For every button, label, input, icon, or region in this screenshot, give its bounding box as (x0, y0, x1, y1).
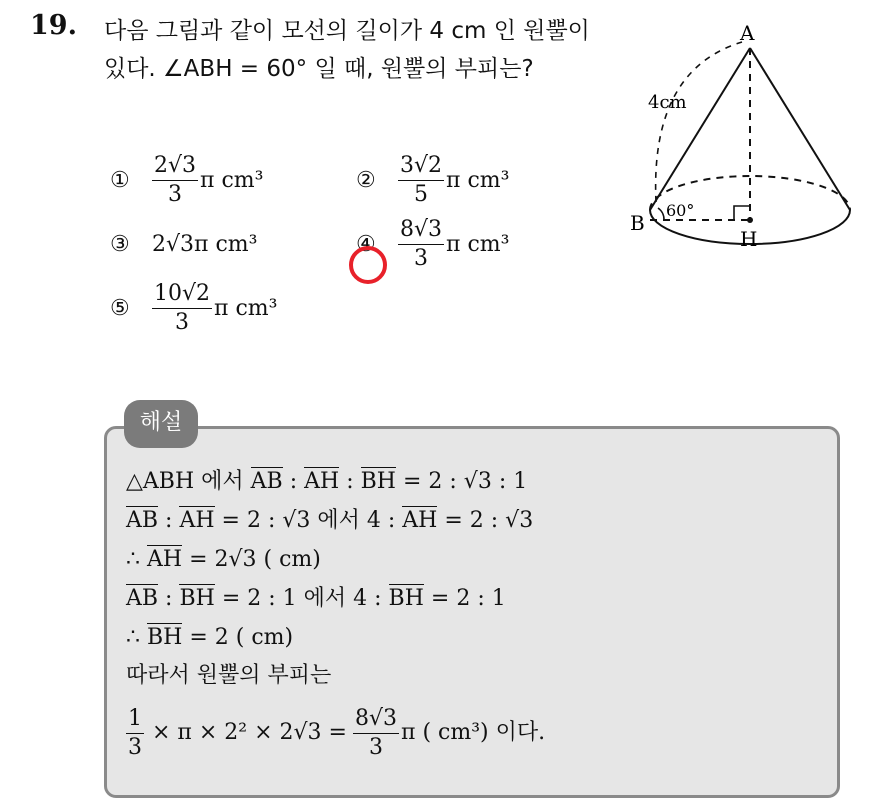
sol-l1-ab: AB (250, 469, 283, 494)
choice-2-denominator: 5 (414, 181, 428, 207)
choice-5-unit: π cm³ (214, 295, 278, 321)
sol-l2-ab: AB (126, 508, 159, 533)
sol-l7-frac-1-den: 3 (128, 734, 142, 760)
cone-slant-left (650, 48, 750, 210)
selected-answer-circle (349, 246, 387, 284)
choice-4-fraction (398, 216, 444, 273)
solution-line-2: AB : AH = 2 : √3 에서 4 : AH = 2 : √3 (126, 508, 534, 533)
sol-l7-frac-1 (126, 705, 144, 762)
cone-figure (610, 10, 870, 270)
sol-l1-prefix: △ABH 에서 (126, 469, 244, 494)
choice-4[interactable] (356, 212, 509, 276)
choice-3-expression: 2√3π cm³ (152, 231, 258, 257)
label-b: B (630, 211, 645, 235)
solution-line-7 (126, 700, 545, 766)
choice-3-number: ③ (110, 231, 130, 257)
sol-l7-frac-2 (353, 705, 399, 762)
choice-5-fraction (152, 280, 212, 337)
choice-1-number: ① (110, 167, 130, 193)
point-h (747, 217, 753, 223)
sol-l3-ah: AH (147, 547, 183, 572)
sol-l7-frac-2-den: 3 (368, 734, 383, 760)
solution-line-5 (126, 620, 293, 656)
choice-2-fraction (398, 152, 444, 209)
label-h: H (740, 227, 758, 251)
choice-4-numerator: 8√3 (398, 216, 444, 245)
sol-l4-mid: = 2 : 1 에서 4 : (221, 586, 382, 611)
choice-2-number: ② (356, 167, 376, 193)
choice-5-denominator: 3 (175, 309, 189, 335)
question-text: 다음 그림과 같이 모선의 길이가 4 cm 인 원뿔이 있다. ∠ABH = 60° 일 때, 원뿔의 부피는? (104, 18, 590, 82)
solution-line-4: AB : BH = 2 : 1 에서 4 : BH = 2 : 1 (126, 586, 506, 611)
choice-4-number (356, 232, 398, 257)
sol-l4-bh2: BH (388, 586, 424, 611)
sol-l7-frac-2-num: 8√3 (353, 705, 399, 734)
sol-l1-bh: BH (360, 469, 396, 494)
sol-l2-ah2: AH (402, 508, 438, 533)
choice-1[interactable] (110, 148, 263, 212)
choice-1-numerator: 2√3 (152, 152, 198, 181)
sol-l2-ah: AH (179, 508, 215, 533)
choice-4-number-text: ④ (356, 231, 376, 257)
sol-l2-end: = 2 : √3 (444, 508, 534, 533)
choice-2[interactable] (356, 148, 509, 212)
sol-l3-end: = 2√3 ( cm) (189, 547, 321, 572)
solution-line-1: △ABH 에서 AB : AH : BH = 2 : √3 : 1 (126, 469, 528, 494)
choice-1-denominator: 3 (168, 181, 182, 207)
choice-4-denominator: 3 (414, 245, 428, 271)
label-angle: 60° (666, 201, 695, 220)
sol-l7-end: π ( cm³) 이다. (401, 720, 546, 745)
question-number: 19. (30, 10, 77, 41)
solution-line-3 (126, 542, 321, 578)
label-a: A (740, 21, 755, 45)
choice-5[interactable] (110, 276, 277, 340)
sol-l4-end: = 2 : 1 (430, 586, 506, 611)
choice-2-unit: π cm³ (446, 167, 510, 193)
choice-1-fraction (152, 152, 198, 209)
angle-arc (658, 208, 664, 220)
sol-l4-bh: BH (179, 586, 215, 611)
sol-l5-therefore: ∴ (126, 625, 140, 650)
sol-l3-therefore: ∴ (126, 547, 140, 572)
sol-l5-end: = 2 ( cm) (189, 625, 294, 650)
right-angle-mark (734, 206, 750, 220)
label-slant-length: 4cm (648, 92, 687, 113)
sol-l1-ah: AH (304, 469, 340, 494)
solution-line-6: 따라서 원뿔의 부피는 (126, 663, 332, 688)
choice-5-number: ⑤ (110, 295, 130, 321)
sol-l7-frac-1-num: 1 (126, 705, 144, 734)
sol-l7-mid: × π × 2² × 2√3 = (152, 720, 347, 745)
choice-3[interactable] (110, 212, 257, 276)
solution-tab: 해설 (124, 400, 198, 448)
choice-4-unit: π cm³ (446, 231, 510, 257)
cone-slant-right (750, 48, 850, 210)
sol-l2-mid: = 2 : √3 에서 4 : (221, 508, 396, 533)
sol-l5-bh: BH (147, 625, 183, 650)
sol-l4-ab: AB (126, 586, 159, 611)
choice-1-unit: π cm³ (200, 167, 264, 193)
sol-l1-ratio: = 2 : √3 : 1 (402, 469, 528, 494)
choice-5-numerator: 10√2 (152, 280, 212, 309)
choice-2-numerator: 3√2 (398, 152, 444, 181)
